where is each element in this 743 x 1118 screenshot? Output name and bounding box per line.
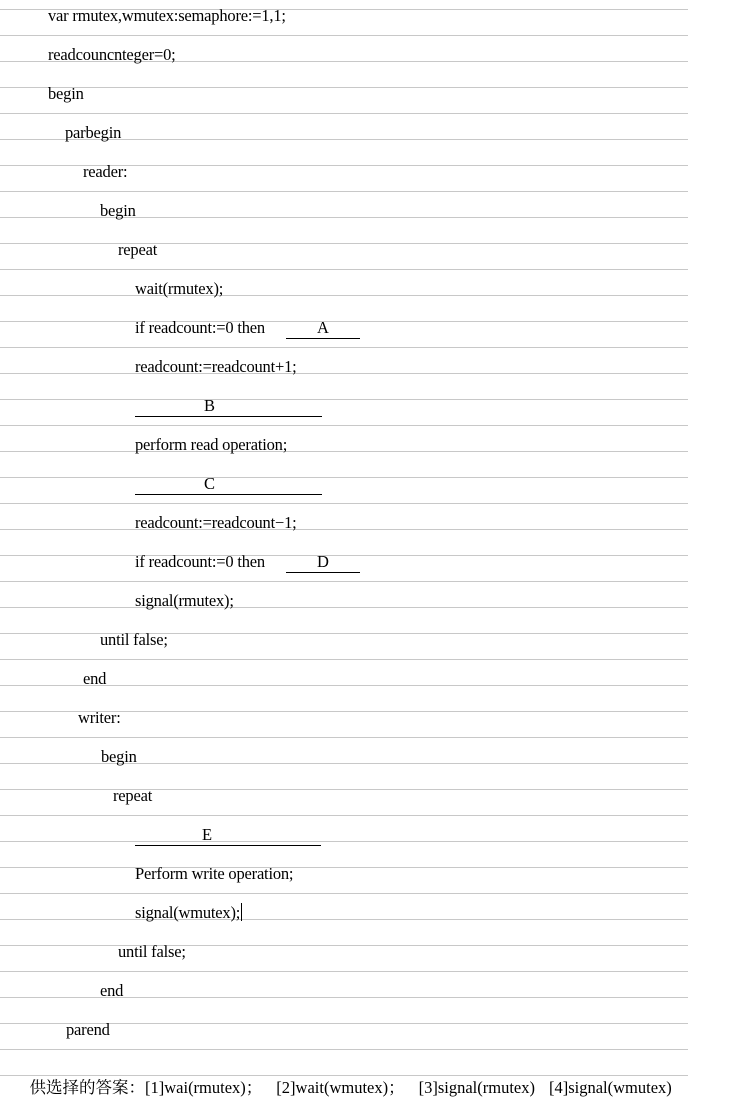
rule-line xyxy=(0,945,688,946)
code-line-reader: reader: xyxy=(83,162,128,181)
code-line-signal-rmutex: signal(rmutex); xyxy=(135,591,234,610)
code-line-if-readcount-a: if readcount:=0 then xyxy=(135,318,265,337)
rule-line xyxy=(0,841,688,842)
rule-line xyxy=(0,269,688,270)
code-line-parend: parend xyxy=(66,1020,110,1039)
blank-a-label: A xyxy=(317,318,329,337)
answer-option-1: [1]wai(rmutex)； xyxy=(145,1078,263,1097)
code-line-perform-write: Perform write operation; xyxy=(135,864,294,883)
code-line-readcount-increment: readcount:=readcount+1; xyxy=(135,357,297,376)
code-line-readcount-decrement: readcount:=readcount−1; xyxy=(135,513,297,532)
answer-option-2: [2]wait(wmutex)； xyxy=(276,1078,405,1097)
rule-line xyxy=(0,347,688,348)
blank-c-label: C xyxy=(203,474,215,493)
rule-line xyxy=(0,737,688,738)
code-line-var-decl: var rmutex,wmutex:semaphore:=1,1; xyxy=(48,6,286,25)
rule-line xyxy=(0,477,688,478)
rule-line xyxy=(0,373,688,374)
answer-prefix: 供选择的答案： xyxy=(29,1078,145,1097)
rule-line xyxy=(0,243,688,244)
rule-line xyxy=(0,607,688,608)
blank-e-label: E xyxy=(201,825,213,844)
rule-line xyxy=(0,191,688,192)
rule-line xyxy=(0,399,688,400)
code-line-writer: writer: xyxy=(78,708,121,727)
signal-wmutex-text: signal(wmutex); xyxy=(135,903,241,922)
blank-d[interactable] xyxy=(286,552,360,573)
rule-line xyxy=(0,815,688,816)
rule-line xyxy=(0,295,688,296)
rule-line xyxy=(0,893,688,894)
rule-line xyxy=(0,425,688,426)
code-line-begin: begin xyxy=(48,84,84,103)
rule-line xyxy=(0,867,688,868)
rule-line xyxy=(0,451,688,452)
code-line-reader-end: end xyxy=(83,669,107,688)
blank-b[interactable] xyxy=(135,396,322,417)
rule-line xyxy=(0,1049,688,1050)
blank-e[interactable] xyxy=(135,825,321,846)
answer-option-3: [3]signal(rmutex) xyxy=(418,1078,535,1097)
blank-c[interactable] xyxy=(135,474,322,495)
code-line-if-readcount-d: if readcount:=0 then xyxy=(135,552,265,571)
blank-b-label: B xyxy=(203,396,215,415)
code-line-writer-repeat: repeat xyxy=(113,786,153,805)
code-line-readcount-decl: readcouncnteger=0; xyxy=(48,45,176,64)
rule-line xyxy=(0,35,688,36)
rule-line xyxy=(0,919,688,920)
code-line-signal-wmutex xyxy=(135,903,242,923)
rule-line xyxy=(0,529,688,530)
code-line-writer-until: until false; xyxy=(118,942,186,961)
answer-option-4: [4]signal(wmutex) xyxy=(548,1078,672,1097)
code-line-reader-begin: begin xyxy=(100,201,136,220)
rule-line xyxy=(0,87,688,88)
blank-d-label: D xyxy=(317,552,329,571)
rule-line xyxy=(0,581,688,582)
code-line-writer-end: end xyxy=(100,981,124,1000)
code-line-perform-read: perform read operation; xyxy=(135,435,288,454)
code-line-reader-until: until false; xyxy=(100,630,168,649)
blank-a[interactable] xyxy=(286,318,360,339)
code-line-wait-rmutex: wait(rmutex); xyxy=(135,279,224,298)
text-cursor xyxy=(241,903,242,921)
code-line-writer-begin: begin xyxy=(101,747,137,766)
rule-line xyxy=(0,789,688,790)
code-line-reader-repeat: repeat xyxy=(118,240,158,259)
rule-line xyxy=(0,659,688,660)
rule-line xyxy=(0,971,688,972)
rule-line xyxy=(0,113,688,114)
answer-choices xyxy=(13,1058,672,1118)
code-line-parbegin: parbegin xyxy=(65,123,122,142)
rule-line xyxy=(0,503,688,504)
